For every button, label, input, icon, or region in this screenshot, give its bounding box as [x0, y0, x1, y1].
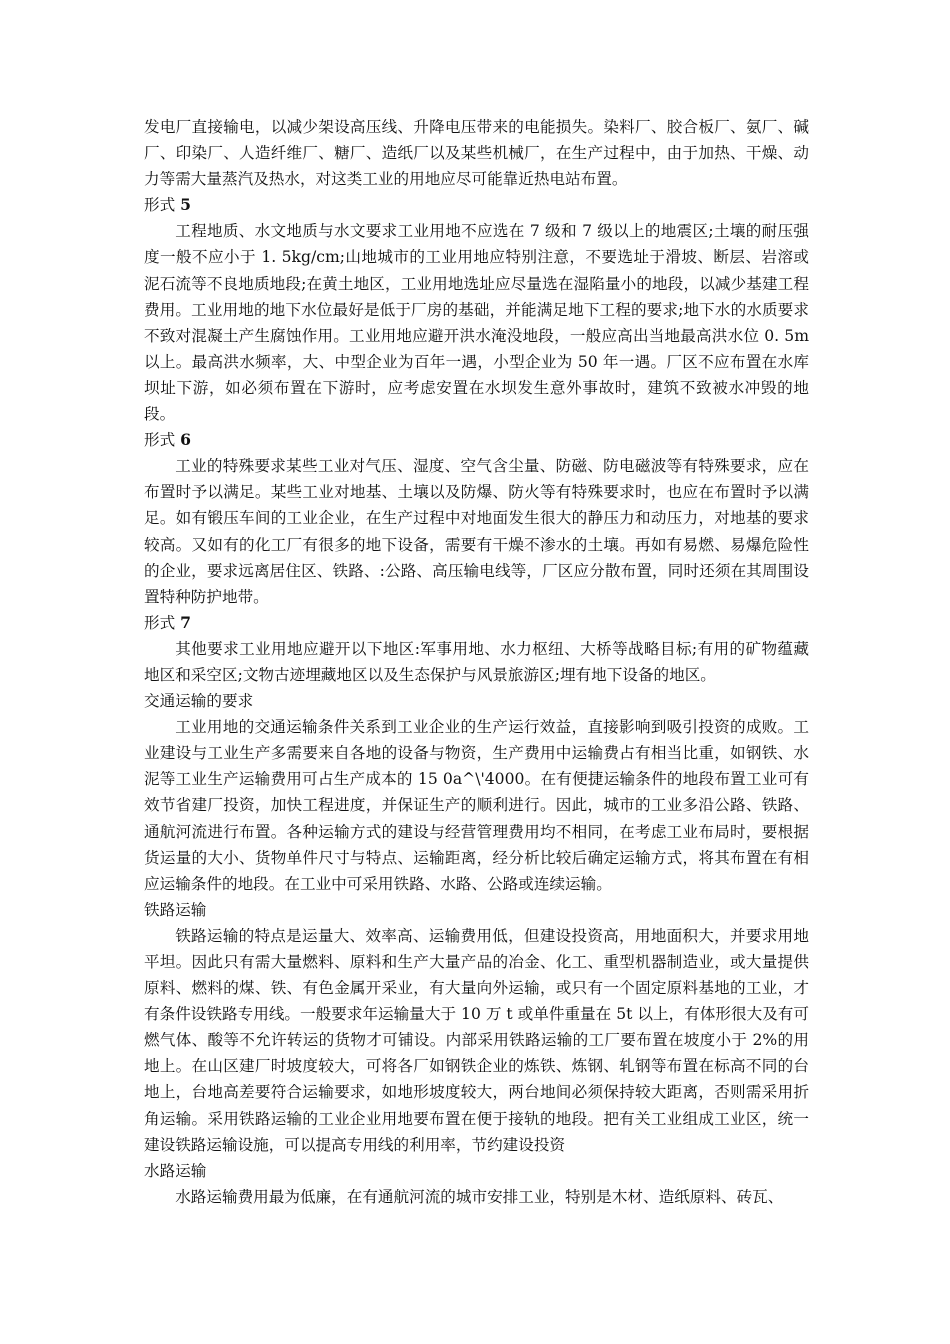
heading-label: 形式	[144, 613, 176, 632]
heading-label: 形式	[144, 431, 176, 450]
paragraph-transport: 工业用地的交通运输条件关系到工业企业的生产运行效益，直接影响到吸引投资的成败。工业建设与工业生产多需要来自各地的设备与物资，生产费用中运输费占有相当比重，如钢铁、水泥等工业生产运输费用可占生产成本的 15 0a^\'4000。在有便捷运输条件的地段布置工业可有效节省建厂投资，加快工程进度，并保证生产的顺利进行。因此，城市的工业多沿公路、铁路、通航河流进行布置。各种运输方式的建设与经营管理费用均不相同，在考虑工业布局时，要根据货运量的大小、货物单件尺寸与特点、运输距离，经分析比较后确定运输方式，将其布置在有相应运输条件的地段。在工业中可采用铁路、水路、公路或连续运输。	[144, 718, 809, 893]
section-heading-railway: 铁路运输	[144, 900, 207, 919]
heading-number: 6	[180, 430, 192, 450]
paragraph-continuation: 发电厂直接输电，以减少架设高压线、升降电压带来的电能损失。染料厂、胶合板厂、氨厂、碱厂、印染厂、人造纤维厂、糖厂、造纸厂以及某些机械厂，在生产过程中，由于加热、干燥、动力等需大量蒸汽及热水，对这类工业的用地应尽可能靠近热电站布置。	[144, 118, 809, 189]
section-heading-transport: 交通运输的要求	[144, 692, 254, 711]
heading-number: 5	[180, 195, 192, 215]
paragraph-railway: 铁路运输的特点是运量大、效率高、运输费用低，但建设投资高，用地面积大，并要求用地平坦。因此只有需大量燃料、原料和生产大量产品的冶金、化工、重型机器制造业，或大量提供原料、燃料的煤、铁、有色金属开采业，有大量向外运输，或只有一个固定原料基地的工业，才有条件设铁路专用线。一般要求年运输量大于 10 万 t 或单件重量在 5t 以上，有体形很大及有可燃气体、酸等不允许转运的货物才可铺设。内部采用铁路运输的工厂要布置在坡度小于 2%的用地上。在山区建厂时坡度较大，可将各厂如钢铁企业的炼铁、炼钢、轧钢等布置在标高不同的台地上，台地高差要符合运输要求，如地形坡度较大，两台地间必须保持较大距离，否则需采用折角运输。采用铁路运输的工业企业用地要布置在便于接轨的地段。把有关工业组成工业区，统一建设铁路运输设施，可以提高专用线的利用率，节约建设投资	[144, 926, 809, 1154]
document-page	[144, 114, 809, 1210]
section-heading-waterway: 水路运输	[144, 1161, 207, 1180]
heading-number: 7	[180, 612, 192, 632]
section-heading-form-7	[144, 610, 809, 636]
section-heading-form-5	[144, 192, 809, 218]
paragraph-special-requirements: 工业的特殊要求某些工业对气压、湿度、空气含尘量、防磁、防电磁波等有特殊要求，应在布置时予以满足。某些工业对地基、土壤以及防爆、防火等有特殊要求时，也应在布置时予以满足。如有锻压车间的工业企业，在生产过程中对地面发生很大的静压力和动压力，对地基的要求较高。又如有的化工厂有很多的地下设备，需要有干燥不渗水的土壤。再如有易燃、易爆危险性的企业，要求远离居住区、铁路、:公路、高压输电线等，厂区应分散布置，同时还须在其周围设置特种防护地带。	[144, 457, 809, 606]
heading-label: 形式	[144, 196, 176, 215]
paragraph-waterway: 水路运输费用最为低廉，在有通航河流的城市安排工业，特别是木材、造纸原料、砖瓦、	[175, 1187, 784, 1206]
paragraph-other-requirements: 其他要求工业用地应避开以下地区:军事用地、水力枢纽、大桥等战略目标;有用的矿物蕴藏地区和采空区;文物古迹埋藏地区以及生态保护与风景旅游区;埋有地下设备的地区。	[144, 639, 809, 684]
section-heading-form-6	[144, 427, 809, 453]
paragraph-geology: 工程地质、水文地质与水文要求工业用地不应选在 7 级和 7 级以上的地震区;土壤的耐压强度一般不应小于 1. 5kg/cm;山地城市的工业用地应特别注意，不要选址于滑坡、断层、岩溶或泥石流等不良地质地段;在黄土地区，工业用地选址应尽量选在湿陷量小的地段，以减少基建工程费用。工业用地的地下水位最好是低于厂房的基础，并能满足地下工程的要求;地下水的水质要求不致对混凝土产生腐蚀作用。工业用地应避开洪水淹没地段，一般应高出当地最高洪水位 0. 5m 以上。最高洪水频率，大、中型企业为百年一遇，小型企业为 50 年一遇。厂区不应布置在水库坝址下游，如必须布置在下游时，应考虑安置在水坝发生意外事故时，建筑不致被水冲毁的地段。	[144, 222, 809, 424]
